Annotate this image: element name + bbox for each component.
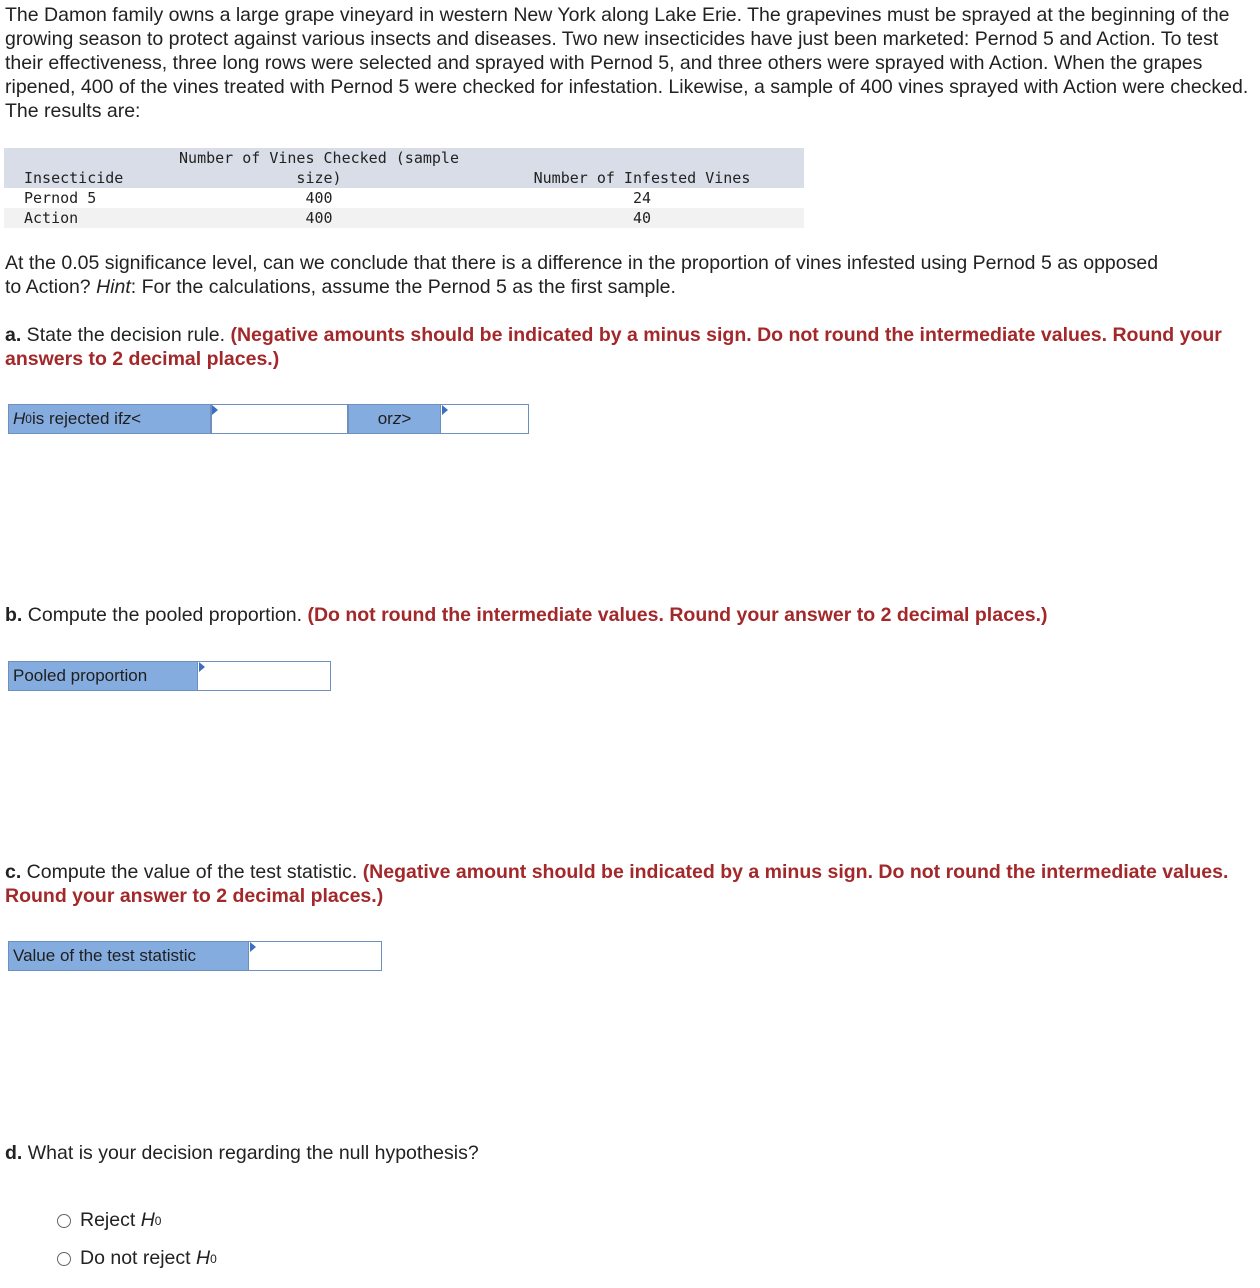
or-z-label	[348, 404, 441, 434]
part-b-text: Compute the pooled proportion.	[22, 604, 308, 626]
option-reject-h0[interactable]	[57, 1209, 161, 1232]
part-a-instruction: (Negative amounts should be indicated by a minus sign. Do not round the intermediate values. Round your answers to 2 decimal places.)	[5, 324, 1222, 370]
or-z-symbol: z	[392, 409, 402, 428]
question-line1: At the 0.05 significance level, can we conclude that there is a difference in the proportion of vines infested using Pernod 5 as opposed	[5, 252, 1159, 274]
test-statistic-wrap	[249, 941, 382, 971]
part-a-prompt	[5, 323, 1255, 371]
upper-critical-value-input[interactable]	[441, 404, 529, 434]
part-c-instruction: (Negative amount should be indicated by a minus sign. Do not round the intermediate values. Round your answer to 2 decimal places.)	[5, 861, 1229, 907]
decision-rule-label	[8, 404, 211, 434]
question-line2-end: : For the calculations, assume the Pernod 5 as the first sample.	[130, 276, 676, 298]
pooled-proportion-label: Pooled proportion	[8, 661, 198, 691]
header-vines-checked: Number of Vines Checked (sample size)	[179, 149, 459, 187]
upper-critical-wrap	[441, 404, 529, 434]
pooled-proportion-input[interactable]	[198, 661, 331, 691]
part-d-prompt	[5, 1141, 1255, 1165]
table-row	[4, 188, 804, 208]
option-reject-h: H	[140, 1209, 155, 1231]
decision-rule-row	[8, 404, 529, 434]
or-text: or	[377, 409, 393, 428]
z-symbol: z	[122, 409, 132, 428]
header-infested: Number of Infested Vines	[533, 169, 751, 187]
cell-insecticide: Pernod 5	[24, 189, 97, 207]
cell-vines-checked: 400	[305, 189, 333, 207]
part-b-letter: b.	[5, 604, 23, 626]
part-a-text: State the decision rule.	[21, 324, 231, 346]
results-table	[4, 148, 804, 228]
option-reject-text: Reject	[80, 1209, 136, 1231]
part-b-prompt	[5, 603, 1255, 627]
part-d-text: What is your decision regarding the null hypothesis?	[22, 1142, 479, 1164]
cell-infested: 24	[632, 189, 652, 207]
greater-than-text: >	[401, 409, 412, 428]
h-subscript: 0	[25, 412, 32, 426]
test-statistic-label: Value of the test statistic	[8, 941, 249, 971]
h-symbol: H	[13, 409, 26, 428]
part-d-letter: d.	[5, 1142, 23, 1164]
table-row	[4, 208, 804, 228]
option-do-not-reject-text: Do not reject	[80, 1247, 191, 1269]
part-a-letter: a.	[5, 324, 22, 346]
test-statistic-row	[8, 941, 382, 971]
less-than-text: <	[131, 409, 142, 428]
table-header-row	[4, 148, 804, 188]
cell-infested: 40	[632, 209, 652, 227]
lower-critical-value-input[interactable]	[211, 404, 348, 434]
question-text	[5, 251, 1260, 299]
part-c-text: Compute the value of the test statistic.	[21, 861, 363, 883]
radio-reject-h0[interactable]	[57, 1214, 71, 1228]
pooled-proportion-row	[8, 661, 331, 691]
option-reject-sub: 0	[154, 1213, 162, 1228]
radio-do-not-reject-h0[interactable]	[57, 1252, 71, 1266]
question-line2-start: to Action?	[5, 276, 97, 298]
header-insecticide: Insecticide	[24, 169, 124, 187]
hint-label: Hint	[96, 276, 131, 298]
problem-intro: The Damon family owns a large grape vineyard in western New York along Lake Erie. The grapevines must be sprayed at the beginning of the growing season to protect against various insects and diseases. Two new insecticides have just been marketed: Pernod 5 and Action. To test their effectiveness, three long rows were selected and sprayed with Pernod 5, and three others were sprayed with Action. When the grapes ripened, 400 of the vines treated with Pernod 5 were checked for infestation. Likewise, a sample of 400 vines sprayed with Action were checked. The results are:	[5, 4, 1249, 122]
option-do-not-reject-h0[interactable]	[57, 1247, 217, 1270]
cell-insecticide: Action	[24, 209, 79, 227]
part-c-prompt	[5, 860, 1255, 908]
cell-vines-checked: 400	[305, 209, 333, 227]
part-b-instruction: (Do not round the intermediate values. Round your answer to 2 decimal places.)	[307, 604, 1048, 626]
pooled-proportion-wrap	[198, 661, 331, 691]
option-do-not-reject-h: H	[195, 1247, 211, 1269]
lower-critical-wrap	[211, 404, 348, 434]
part-c-letter: c.	[5, 861, 22, 883]
rejected-if-text: is rejected if	[31, 409, 123, 428]
test-statistic-input[interactable]	[249, 941, 382, 971]
option-do-not-reject-sub: 0	[210, 1251, 217, 1266]
